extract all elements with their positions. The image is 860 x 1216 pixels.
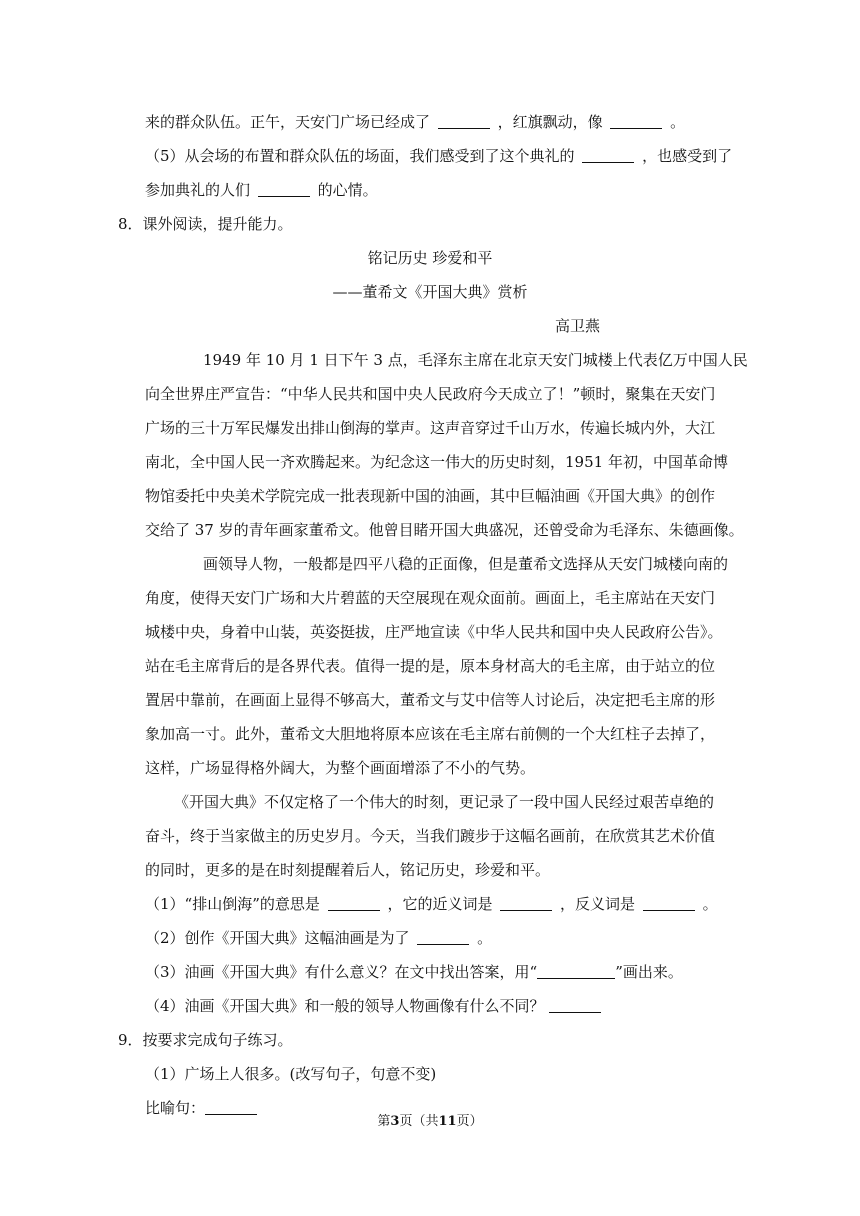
q7-item-5: （5）从会场的布置和群众队伍的场面，我们感受到了这个典礼的 ，也感受到了 xyxy=(145,147,733,165)
para2-line: 站在毛主席背后的是各界代表。值得一提的是，原本身材高大的毛主席，由于站立的位 xyxy=(145,657,716,675)
q8-sub-3: （3）油画《开国大典》有什么意义？在文中找出答案，用“ ”画出来。 xyxy=(145,963,683,981)
answer-blank[interactable] xyxy=(610,114,662,129)
answer-blank[interactable] xyxy=(438,114,490,129)
page-total: 11 xyxy=(438,1114,457,1129)
answer-blank[interactable] xyxy=(417,930,469,945)
page-number: 3 xyxy=(390,1114,400,1129)
q8-heading: 8．课外阅读，提升能力。 xyxy=(118,215,293,233)
para1-line: 1949 年 10 月 1 日下午 3 点，毛泽东主席在北京天安门城楼上代表亿万中国人民 xyxy=(203,351,748,369)
para3-line: 奋斗，终于当家做主的历史岁月。今天，当我们踱步于这幅名画前，在欣赏其艺术价值 xyxy=(145,827,716,845)
article-author: 高卫燕 xyxy=(555,317,601,335)
q8-sub-2: （2）创作《开国大典》这幅油画是为了 。 xyxy=(145,929,493,947)
q8-sub-1: （1）“排山倒海”的意思是 ，它的近义词是 ，反义词是 。 xyxy=(145,895,718,913)
q9-heading: 9．按要求完成句子练习。 xyxy=(118,1031,293,1049)
answer-blank[interactable] xyxy=(328,896,380,911)
para3-line: 《开国大典》不仅定格了一个伟大的时刻，更记录了一段中国人民经过艰苦卓绝的 xyxy=(174,793,715,811)
para2-line: 置居中靠前，在画面上显得不够高大，董希文与艾中信等人讨论后，决定把毛主席的形 xyxy=(145,691,716,709)
q9-item-1: （1）广场上人很多。(改写句子，句意不变) xyxy=(145,1065,437,1083)
answer-blank[interactable] xyxy=(643,896,695,911)
para2-line: 这样，广场显得格外阔大，为整个画面增添了不小的气势。 xyxy=(145,759,536,777)
article-subtitle: ——董希文《开国大典》赏析 xyxy=(332,283,528,301)
q8-sub-4: （4）油画《开国大典》和一般的领导人物画像有什么不同？ xyxy=(145,996,604,1016)
q7-line: 来的群众队伍。正午，天安门广场已经成了 ，红旗飘动，像 。 xyxy=(145,113,686,131)
para2-line: 城楼中央，身着中山装，英姿挺拔，庄严地宣读《中华人民共和国中央人民政府公告》。 xyxy=(145,623,723,641)
para1-line: 南北，全中国人民一齐欢腾起来。为纪念这一伟大的历史时刻，1951 年初，中国革命博 xyxy=(145,453,728,471)
answer-blank[interactable] xyxy=(258,182,310,197)
underline-mark xyxy=(537,964,615,979)
para1-line: 交给了 37 岁的青年画家董希文。他曾目睹开国大典盛况，还曾受命为毛泽东、朱德画像。 xyxy=(145,521,744,539)
page-footer: 第3页（共11页） xyxy=(377,1114,483,1129)
para2-line: 画领导人物，一般都是四平八稳的正面像，但是董希文选择从天安门城楼向南的 xyxy=(203,555,729,573)
para2-line: 象加高一寸。此外，董希文大胆地将原本应该在毛主席右前侧的一个大红柱子去掉了， xyxy=(145,725,716,743)
para3-line: 的同时，更多的是在时刻提醒着后人，铭记历史，珍爱和平。 xyxy=(145,861,551,879)
answer-blank[interactable] xyxy=(500,896,552,911)
answer-blank[interactable] xyxy=(549,998,601,1013)
q7-item-5-cont: 参加典礼的人们 的心情。 xyxy=(145,181,378,199)
para2-line: 角度，使得天安门广场和大片碧蓝的天空展现在观众面前。画面上，毛主席站在天安门 xyxy=(145,589,716,607)
q9-simile: 比喻句： xyxy=(145,1098,260,1118)
para1-line: 向全世界庄严宣告：“中华人民共和国中央人民政府今天成立了！”顿时，聚集在天安门 xyxy=(145,385,716,403)
para1-line: 物馆委托中央美术学院完成一批表现新中国的油画，其中巨幅油画《开国大典》的创作 xyxy=(145,487,716,505)
article-title: 铭记历史 珍爱和平 xyxy=(367,249,493,267)
para1-line: 广场的三十万军民爆发出排山倒海的掌声。这声音穿过千山万水，传遍长城内外，大江 xyxy=(145,419,716,437)
answer-blank[interactable] xyxy=(582,148,634,163)
